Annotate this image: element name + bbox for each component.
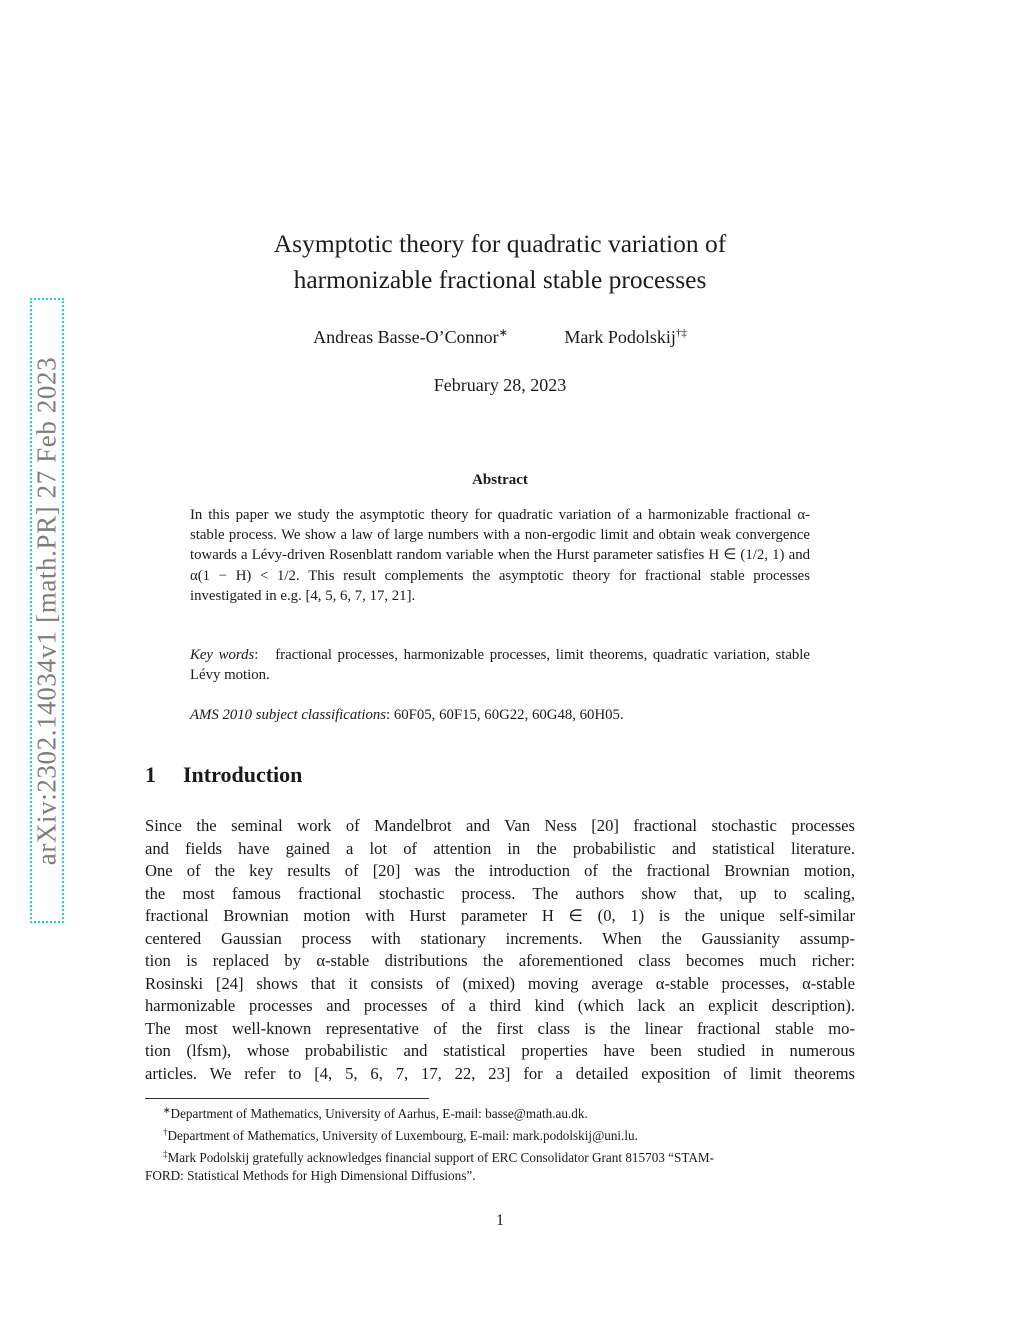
title-line-1: Asymptotic theory for quadratic variation of: [273, 229, 727, 258]
abstract-body: [190, 505, 810, 606]
abstract-heading: Abstract: [472, 472, 528, 488]
footnote: [145, 1145, 855, 1167]
paper-title: [145, 226, 855, 298]
footnote-mark: †: [163, 1127, 168, 1137]
footnote-continuation: [145, 1167, 855, 1185]
section-heading: [145, 762, 302, 788]
author-list: [145, 326, 855, 348]
footnotes: [145, 1101, 855, 1185]
body-line: articles. We refer to [4, 5, 6, 7, 17, 22, 23] for a detailed exposition of limit theorems: [145, 1063, 855, 1083]
body-line: Rosinski [24] shows that it consists of (mixed) moving average α-stable processes, α-stable: [145, 973, 855, 993]
footnote-text: FORD: Statistical Methods for High Dimensional Diffusions”.: [145, 1168, 476, 1183]
footnote-mark: ∗: [163, 1105, 171, 1115]
footnote-text: Department of Mathematics, University of Luxembourg, E-mail: mark.podolskij@uni.lu.: [167, 1128, 638, 1143]
keywords-text: fractional processes, harmonizable processes, limit theorems, quadratic variation, stable Lévy motion.: [190, 647, 810, 684]
body-line: tion is replaced by α-stable distributions the aforementioned class becomes much richer:: [145, 951, 855, 970]
body-line: Since the seminal work of Mandelbrot and Van Ness [20] fractional stochastic processes: [145, 816, 855, 835]
body-line: fractional Brownian motion with Hurst parameter H ∈ (0, 1) is the unique self-similar: [145, 906, 855, 925]
author-name: Andreas Basse-O’Connor: [313, 327, 499, 347]
section-title: Introduction: [183, 762, 303, 787]
title-line-2: harmonizable fractional stable processes: [293, 265, 707, 294]
keywords-label: Key words: [190, 647, 255, 663]
body-line: One of the key results of [20] was the introduction of the fractional Brownian motion,: [145, 861, 855, 880]
author-2: [564, 327, 687, 348]
body-line: The most well-known representative of the first class is the linear fractional stable mo-: [145, 1018, 855, 1038]
abstract-text: In this paper we study the asymptotic theory for quadratic variation of a harmonizable fractional α-stable process. We show a law of large numbers with a non-ergodic limit and obtain weak convergence towards a Lévy-driven Rosenblatt random variable when the Hurst parameter satisfies H ∈ (1/2, 1) and α(1 − H) < 1/2. This result complements the asymptotic theory for fractional stable processes investigated in e.g. [4, 5, 6, 7, 17, 21].: [190, 507, 810, 604]
author-footnote-mark[interactable]: ∗: [498, 327, 508, 339]
body-line: the most famous fractional stochastic process. The authors show that, up to scaling,: [145, 883, 855, 903]
footnote-text: Mark Podolskij gratefully acknowledges financial support of ERC Consolidator Grant 815703 “STAM-: [167, 1150, 715, 1165]
body-line: centered Gaussian process with stationary increments. When the Gaussianity assump-: [145, 928, 855, 948]
ams-label: AMS 2010 subject classifications: [190, 707, 387, 723]
ams-codes: 60F05, 60F15, 60G22, 60G48, 60H05.: [393, 707, 624, 723]
author-name: Mark Podolskij: [564, 327, 676, 347]
body-line: harmonizable processes and processes of a third kind (which lack an explicit description).: [145, 996, 855, 1015]
keywords: Key words: fractional processes, harmonizable processes, limit theorems, quadratic variation, stable Lévy motion.: [190, 647, 810, 684]
body-line: tion (lfsm), whose probabilistic and statistical properties have been studied in numerous: [145, 1041, 855, 1060]
footnote: [145, 1123, 855, 1145]
author-footnote-mark[interactable]: †‡: [675, 327, 687, 339]
body-line: and fields have gained a lot of attention in the probabilistic and statistical literature.: [145, 838, 855, 858]
footnote: [145, 1101, 855, 1123]
page-number: 1: [496, 1212, 504, 1229]
arxiv-stamp: [30, 298, 64, 923]
footnote-text: Department of Mathematics, University of Aarhus, E-mail: basse@math.au.dk.: [170, 1106, 588, 1121]
footnote-divider: [145, 1098, 429, 1099]
section-number: 1: [145, 762, 156, 787]
paper-date: February 28, 2023: [433, 375, 567, 395]
arxiv-identifier[interactable]: arXiv:2302.14034v1 [math.PR] 27 Feb 2023: [31, 356, 62, 865]
body-paragraph: [145, 815, 855, 1085]
ams-classifications: AMS 2010 subject classifications: 60F05, 60F15, 60G22, 60G48, 60H05.: [190, 707, 624, 723]
author-1: [313, 326, 508, 348]
footnote-mark: ‡: [163, 1149, 168, 1159]
